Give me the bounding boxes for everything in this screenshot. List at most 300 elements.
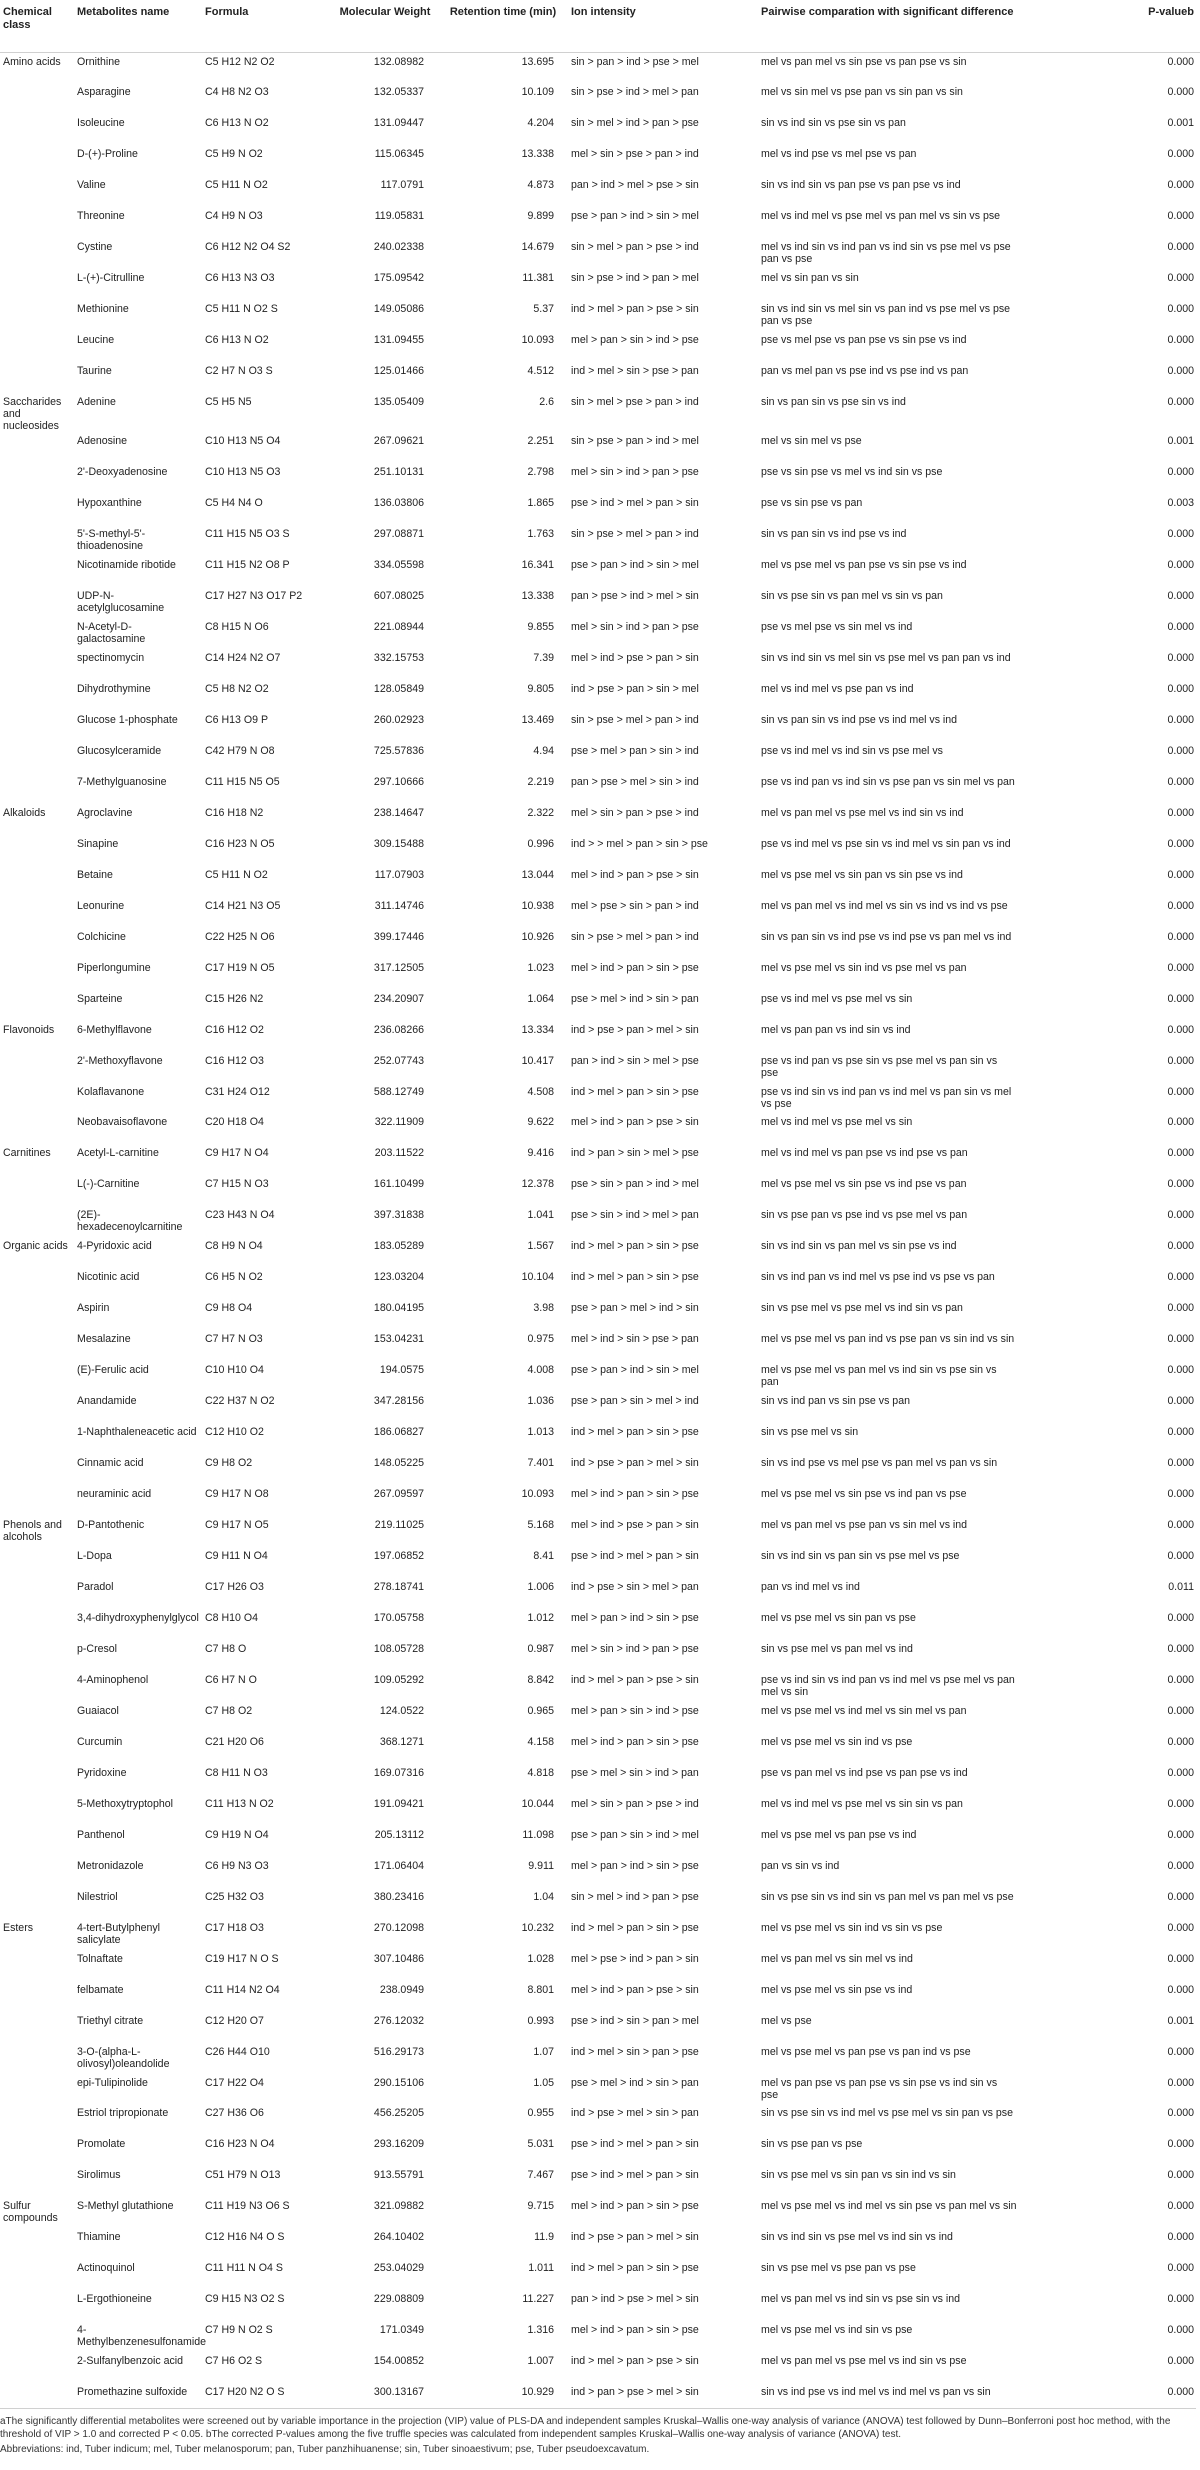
pairwise-comparison-cell: mel vs pan mel vs ind sin vs pse sin vs ind [761, 2293, 961, 2306]
p-value-cell: 0.000 [1167, 303, 1194, 316]
chemical-class-cell [0, 1330, 74, 1361]
molecular-weight-cell: 297.08871 [373, 528, 424, 541]
table-row [0, 1640, 1200, 1671]
ion-intensity-cell: sin > mel > pse > pan > ind [571, 396, 699, 409]
pairwise-comparison-cell: sin vs ind pan vs ind mel vs pse ind vs pse vs pan [761, 1271, 995, 1284]
retention-time-cell: 1.041 [527, 1209, 554, 1222]
chemical-class-cell [0, 331, 74, 362]
ion-intensity-cell: ind > mel > pan > sin > pse [571, 1426, 699, 1439]
retention-time-cell: 13.044 [521, 868, 554, 881]
chemical-class-cell [0, 1423, 74, 1454]
metabolite-name-cell: felbamate [77, 1983, 124, 1996]
pairwise-comparison-cell: mel vs ind sin vs ind pan vs ind sin vs pse mel vs pse pan vs pse [761, 241, 1011, 266]
chemical-class-cell [0, 2352, 74, 2383]
table-row [0, 1764, 1200, 1795]
table-row [0, 866, 1200, 897]
p-value-cell: 0.000 [1167, 2107, 1194, 2120]
table-row [0, 1423, 1200, 1454]
table-row [0, 1950, 1200, 1981]
retention-time-cell: 0.987 [527, 1642, 554, 1655]
ion-intensity-cell: pse > pan > ind > sin > mel [571, 1364, 699, 1377]
ion-intensity-cell: pse > ind > sin > pan > mel [571, 2014, 699, 2027]
chemical-class-cell [0, 1547, 74, 1578]
pairwise-comparison-cell: mel vs pan mel vs sin pse vs pan pse vs sin [761, 56, 967, 68]
metabolite-name-cell: Acetyl-L-carnitine [77, 1147, 159, 1160]
retention-time-cell: 1.763 [527, 528, 554, 541]
ion-intensity-cell: ind > > mel > pan > sin > pse [571, 837, 708, 850]
metabolite-name-cell: Tolnaftate [77, 1952, 123, 1965]
ion-intensity-cell: pse > mel > sin > ind > pan [571, 1766, 699, 1779]
p-value-cell: 0.000 [1167, 1426, 1194, 1439]
pairwise-comparison-cell: mel vs pan mel vs ind mel vs sin vs ind vs ind vs pse [761, 899, 1008, 912]
retention-time-cell: 10.044 [521, 1797, 554, 1810]
p-value-cell: 0.000 [1167, 2324, 1194, 2337]
formula-cell: C51 H79 N O13 [205, 2169, 281, 2182]
metabolite-name-cell: (E)-Ferulic acid [77, 1364, 149, 1377]
p-value-cell: 0.000 [1167, 1921, 1194, 1934]
p-value-cell: 0.000 [1167, 466, 1194, 479]
metabolite-name-cell: 2'-Methoxyflavone [77, 1054, 163, 1067]
metabolite-name-cell: Adenine [77, 396, 116, 409]
formula-cell: C42 H79 N O8 [205, 744, 275, 757]
pairwise-comparison-cell: mel vs pse mel vs pan pse vs sin pse vs ind [761, 559, 967, 572]
p-value-cell: 0.000 [1167, 2355, 1194, 2368]
pairwise-comparison-cell: mel vs sin mel vs pse pan vs sin pan vs sin [761, 86, 963, 99]
table-row [0, 1609, 1200, 1640]
ion-intensity-cell: sin > pse > mel > pan > ind [571, 713, 699, 726]
molecular-weight-cell: 197.06852 [373, 1550, 424, 1563]
retention-time-cell: 5.37 [533, 303, 554, 316]
ion-intensity-cell: mel > ind > pse > pan > sin [571, 651, 699, 664]
pairwise-comparison-cell: pse vs ind pan vs ind sin vs pse pan vs sin mel vs pan [761, 775, 1015, 788]
metabolite-name-cell: Threonine [77, 210, 125, 223]
pairwise-comparison-cell: sin vs pan sin vs ind pse vs ind pse vs pan mel vs ind [761, 930, 1012, 943]
ion-intensity-cell: mel > ind > sin > pse > pan [571, 1333, 699, 1346]
ion-intensity-cell: pse > mel > ind > sin > pan [571, 2076, 699, 2089]
retention-time-cell: 2.219 [527, 775, 554, 788]
chemical-class-cell [0, 556, 74, 587]
p-value-cell: 0.000 [1167, 1890, 1194, 1903]
retention-time-cell: 1.028 [527, 1952, 554, 1965]
metabolite-name-cell: 4-Methylbenzenesulfonamide [77, 2324, 206, 2349]
retention-time-cell: 13.695 [521, 56, 554, 68]
pairwise-comparison-cell: mel vs pse mel vs ind mel vs sin mel vs pan [761, 1704, 967, 1717]
retention-time-cell: 1.006 [527, 1581, 554, 1593]
pairwise-comparison-cell: mel vs ind mel vs pse mel vs pan mel vs sin vs pse [761, 210, 1001, 223]
formula-cell: C6 H13 O9 P [205, 713, 269, 726]
molecular-weight-cell: 169.07316 [373, 1766, 424, 1779]
table-row [0, 2135, 1200, 2166]
p-value-cell: 0.000 [1167, 620, 1194, 633]
chemical-class-cell [0, 269, 74, 300]
table-row [0, 145, 1200, 176]
chemical-class-cell [0, 1268, 74, 1299]
p-value-cell: 0.000 [1167, 899, 1194, 912]
chemical-class-cell [0, 300, 74, 331]
chemical-class-cell [0, 432, 74, 463]
ion-intensity-cell: mel > sin > ind > pan > pse [571, 466, 699, 479]
table-row [0, 1857, 1200, 1888]
chemical-class-cell [0, 2043, 74, 2074]
metabolite-name-cell: Betaine [77, 868, 113, 881]
molecular-weight-cell: 132.08982 [373, 56, 424, 68]
p-value-cell: 0.000 [1167, 1023, 1194, 1036]
formula-cell: C9 H17 N O8 [205, 1488, 269, 1501]
metabolite-name-cell: Mesalazine [77, 1333, 131, 1346]
formula-cell: C6 H7 N O [205, 1673, 257, 1686]
p-value-cell: 0.000 [1167, 56, 1194, 68]
table-row [0, 2259, 1200, 2290]
table-row [0, 1516, 1200, 1547]
table-row [0, 1671, 1200, 1702]
chemical-class-cell [0, 176, 74, 207]
table-row [0, 1578, 1200, 1609]
molecular-weight-cell: 154.00852 [373, 2355, 424, 2368]
chemical-class-cell: Sulfur compounds [3, 2200, 58, 2225]
table-row [0, 711, 1200, 742]
p-value-cell: 0.000 [1167, 241, 1194, 254]
chemical-class-cell [0, 2166, 74, 2197]
retention-time-cell: 9.911 [528, 1859, 554, 1872]
table-row [0, 300, 1200, 331]
ion-intensity-cell: mel > sin > ind > pan > pse [571, 620, 699, 633]
formula-cell: C6 H5 N O2 [205, 1271, 263, 1284]
retention-time-cell: 0.955 [527, 2107, 554, 2120]
molecular-weight-cell: 264.10402 [373, 2231, 424, 2244]
retention-time-cell: 1.05 [533, 2076, 554, 2089]
pairwise-comparison-cell: mel vs pan mel vs pse mel vs ind sin vs ind [761, 806, 964, 819]
p-value-cell: 0.000 [1167, 2045, 1194, 2058]
pairwise-comparison-cell: pse vs ind mel vs pse mel vs sin [761, 992, 913, 1005]
chemical-class-cell [0, 928, 74, 959]
pairwise-comparison-cell: mel vs pan mel vs pse pan vs sin mel vs ind [761, 1519, 968, 1532]
metabolite-name-cell: UDP-N-acetylglucosamine [77, 590, 165, 614]
molecular-weight-cell: 399.17446 [373, 930, 424, 943]
ion-intensity-cell: pse > pan > ind > sin > mel [571, 210, 699, 223]
pairwise-comparison-cell: sin vs ind sin vs pan pse vs pan pse vs ind [761, 179, 961, 192]
p-value-cell: 0.000 [1167, 334, 1194, 347]
p-value-cell: 0.001 [1167, 2014, 1194, 2027]
p-value-cell: 0.000 [1167, 1147, 1194, 1160]
p-value-cell: 0.000 [1167, 179, 1194, 192]
retention-time-cell: 7.401 [527, 1457, 554, 1470]
p-value-cell: 0.000 [1167, 651, 1194, 664]
molecular-weight-cell: 170.05758 [373, 1611, 424, 1624]
retention-time-cell: 4.873 [527, 179, 554, 192]
p-value-cell: 0.000 [1167, 1859, 1194, 1872]
p-value-cell: 0.000 [1167, 148, 1194, 161]
formula-cell: C5 H8 N2 O2 [205, 682, 269, 695]
formula-cell: C7 H7 N O3 [205, 1333, 263, 1346]
metabolite-name-cell: Aspirin [77, 1302, 110, 1315]
table-row [0, 269, 1200, 300]
ion-intensity-cell: ind > mel > pan > sin > pse [571, 1271, 699, 1284]
table-row [0, 1175, 1200, 1206]
table-row [0, 1052, 1200, 1083]
formula-cell: C8 H15 N O6 [205, 620, 269, 633]
retention-time-cell: 16.341 [521, 559, 554, 572]
metabolite-name-cell: Sirolimus [77, 2169, 121, 2182]
table-row [0, 1454, 1200, 1485]
p-value-cell: 0.000 [1167, 1395, 1194, 1408]
molecular-weight-cell: 175.09542 [373, 272, 424, 285]
ion-intensity-cell: ind > pan > sin > mel > pse [571, 1147, 699, 1160]
chemical-class-cell [0, 2321, 74, 2352]
p-value-cell: 0.000 [1167, 1240, 1194, 1253]
pairwise-comparison-cell: mel vs pan pan vs ind sin vs ind [761, 1023, 911, 1036]
molecular-weight-cell: 252.07743 [373, 1054, 424, 1067]
p-value-cell: 0.000 [1167, 365, 1194, 378]
chemical-class-cell: Esters [3, 1921, 34, 1934]
formula-cell: C7 H6 O2 S [205, 2355, 263, 2368]
formula-cell: C12 H16 N4 O S [205, 2231, 285, 2244]
table-row [0, 587, 1200, 618]
pairwise-comparison-cell: pse vs mel pse vs sin mel vs ind [761, 620, 913, 633]
chemical-class-cell: Organic acids [3, 1240, 68, 1253]
p-value-cell: 0.000 [1167, 1271, 1194, 1284]
table-row [0, 1733, 1200, 1764]
ion-intensity-cell: sin > pse > mel > pan > ind [571, 930, 699, 943]
formula-cell: C17 H26 O3 [205, 1581, 264, 1593]
p-value-cell: 0.000 [1167, 528, 1194, 541]
p-value-cell: 0.000 [1167, 86, 1194, 99]
pairwise-comparison-cell: mel vs pse [761, 2014, 812, 2027]
table-row [0, 1237, 1200, 1268]
table-row [0, 393, 1200, 432]
p-value-cell: 0.000 [1167, 1116, 1194, 1129]
metabolite-name-cell: Cinnamic acid [77, 1457, 144, 1470]
molecular-weight-cell: 321.09882 [373, 2200, 424, 2213]
chemical-class-cell [0, 1392, 74, 1423]
table-row [0, 1361, 1200, 1392]
formula-cell: C10 H10 O4 [205, 1364, 264, 1377]
pairwise-comparison-cell: sin vs ind pan vs sin pse vs pan [761, 1395, 910, 1408]
retention-time-cell: 9.855 [527, 620, 554, 633]
metabolite-name-cell: Promethazine sulfoxide [77, 2386, 188, 2399]
metabolite-name-cell: 5'-S-methyl-5'-thioadenosine [77, 528, 146, 553]
ion-intensity-cell: pse > ind > mel > pan > sin [571, 497, 699, 510]
molecular-weight-cell: 186.06827 [373, 1426, 424, 1439]
chemical-class-cell [0, 649, 74, 680]
retention-time-cell: 8.41 [533, 1550, 554, 1563]
p-value-cell: 0.000 [1167, 775, 1194, 788]
formula-cell: C20 H18 O4 [205, 1116, 264, 1129]
chemical-class-cell: Saccharides and nucleosides [3, 396, 62, 433]
p-value-cell: 0.000 [1167, 2138, 1194, 2151]
metabolite-name-cell: Piperlongumine [77, 961, 151, 974]
molecular-weight-cell: 229.08809 [373, 2293, 424, 2306]
pairwise-comparison-cell: pse vs pan mel vs ind pse vs pan pse vs ind [761, 1766, 968, 1779]
molecular-weight-cell: 135.05409 [373, 396, 424, 409]
ion-intensity-cell: ind > pse > pan > sin > mel [571, 682, 699, 695]
molecular-weight-cell: 132.05337 [373, 86, 424, 99]
formula-cell: C15 H26 N2 [205, 992, 264, 1005]
formula-cell: C11 H11 N O4 S [205, 2262, 283, 2275]
retention-time-cell: 8.842 [527, 1673, 554, 1686]
retention-time-cell: 9.715 [527, 2200, 554, 2213]
molecular-weight-cell: 115.06345 [374, 148, 424, 161]
p-value-cell: 0.000 [1167, 210, 1194, 223]
p-value-cell: 0.000 [1167, 1054, 1194, 1067]
ion-intensity-cell: mel > ind > pan > sin > pse [571, 2200, 699, 2213]
retention-time-cell: 7.39 [533, 651, 554, 664]
ion-intensity-cell: pan > pse > ind > mel > sin [571, 590, 699, 602]
formula-cell: C16 H12 O2 [205, 1023, 264, 1036]
p-value-cell: 0.000 [1167, 1797, 1194, 1810]
p-value-cell: 0.000 [1167, 961, 1194, 974]
ion-intensity-cell: mel > sin > pan > pse > ind [571, 1797, 699, 1810]
ion-intensity-cell: mel > pan > sin > ind > pse [571, 334, 699, 347]
metabolite-name-cell: Agroclavine [77, 806, 133, 819]
metabolite-name-cell: S-Methyl glutathione [77, 2200, 174, 2213]
table-row [0, 618, 1200, 649]
ion-intensity-cell: mel > pse > ind > pan > sin [571, 1952, 699, 1965]
metabolite-name-cell: Hypoxanthine [77, 497, 142, 510]
metabolite-name-cell: Metronidazole [77, 1859, 144, 1872]
pairwise-comparison-cell: sin vs ind pse vs mel pse vs pan mel vs pan vs sin [761, 1457, 998, 1470]
metabolite-name-cell: Sinapine [77, 837, 119, 850]
table-row [0, 331, 1200, 362]
molecular-weight-cell: 183.05289 [373, 1240, 424, 1253]
formula-cell: C6 H13 N O2 [205, 334, 269, 347]
p-value-cell: 0.000 [1167, 713, 1194, 726]
retention-time-cell: 5.168 [527, 1519, 554, 1532]
molecular-weight-cell: 180.04195 [373, 1302, 424, 1315]
ion-intensity-cell: ind > pse > pan > mel > sin [571, 1023, 699, 1036]
pairwise-comparison-cell: pan vs mel pan vs pse ind vs pse ind vs pan [761, 365, 969, 378]
formula-cell: C11 H19 N3 O6 S [205, 2200, 290, 2213]
molecular-weight-cell: 171.0349 [379, 2324, 424, 2337]
table-row [0, 804, 1200, 835]
pairwise-comparison-cell: pse vs ind sin vs ind pan vs ind mel vs pan sin vs mel vs pse [761, 1085, 1012, 1110]
table-footnotes [0, 2408, 1196, 2458]
formula-cell: C22 H25 N O6 [205, 930, 275, 943]
chemical-class-cell [0, 835, 74, 866]
pairwise-comparison-cell: sin vs ind pse vs ind mel vs ind mel vs pan vs sin [761, 2386, 991, 2399]
molecular-weight-cell: 131.09447 [373, 117, 424, 130]
table-body [0, 53, 1200, 2415]
molecular-weight-cell: 725.57836 [373, 744, 424, 757]
formula-cell: C17 H19 N O5 [205, 961, 275, 974]
table-row [0, 1888, 1200, 1919]
chemical-class-cell [0, 1175, 74, 1206]
header-molecular-weight: Molecular Weight [332, 0, 438, 53]
retention-time-cell: 0.993 [527, 2014, 554, 2027]
metabolite-name-cell: 4-tert-Butylphenyl salicylate [77, 1921, 161, 1946]
pairwise-comparison-cell: mel vs pse mel vs sin pan vs sin pse vs ind [761, 868, 963, 881]
pairwise-comparison-cell: mel vs pse mel vs sin pan vs pse [761, 1611, 916, 1624]
molecular-weight-cell: 205.13112 [374, 1828, 424, 1841]
p-value-cell: 0.000 [1167, 1085, 1194, 1098]
ion-intensity-cell: ind > mel > pan > sin > pse [571, 1240, 699, 1253]
p-value-cell: 0.000 [1167, 559, 1194, 572]
ion-intensity-cell: pse > pan > sin > ind > mel [571, 1828, 699, 1841]
pairwise-comparison-cell: mel vs sin mel vs pse [761, 435, 862, 448]
chemical-class-cell: Amino acids [3, 56, 61, 68]
p-value-cell: 0.000 [1167, 1735, 1194, 1748]
formula-cell: C4 H9 N O3 [205, 210, 263, 223]
molecular-weight-cell: 117.07903 [374, 868, 424, 881]
table-row [0, 928, 1200, 959]
ion-intensity-cell: pse > pan > ind > sin > mel [571, 559, 699, 572]
pairwise-comparison-cell: pse vs ind mel vs ind sin vs pse mel vs [761, 744, 943, 757]
retention-time-cell: 0.975 [527, 1333, 554, 1346]
retention-time-cell: 9.622 [527, 1116, 554, 1129]
chemical-class-cell [0, 1578, 74, 1609]
chemical-class-cell [0, 525, 74, 556]
chemical-class-cell [0, 1826, 74, 1857]
formula-cell: C9 H8 O2 [205, 1457, 253, 1470]
retention-time-cell: 2.251 [527, 435, 554, 448]
pairwise-comparison-cell: sin vs pse sin vs ind mel vs pse mel vs sin pan vs pse [761, 2107, 1013, 2120]
table-row [0, 1299, 1200, 1330]
p-value-cell: 0.000 [1167, 1766, 1194, 1779]
ion-intensity-cell: pan > ind > pse > mel > sin [571, 2293, 699, 2306]
metabolite-name-cell: Panthenol [77, 1828, 125, 1841]
molecular-weight-cell: 290.15106 [373, 2076, 424, 2089]
ion-intensity-cell: ind > mel > pan > sin > pse [571, 2262, 699, 2275]
pairwise-comparison-cell: mel vs pse mel vs sin pse vs ind pse vs pan [761, 1178, 967, 1191]
metabolite-name-cell: N-Acetyl-D-galactosamine [77, 620, 146, 645]
formula-cell: C5 H12 N2 O2 [205, 56, 275, 68]
chemical-class-cell [0, 680, 74, 711]
pairwise-comparison-cell: mel vs ind pse vs mel pse vs pan [761, 148, 917, 161]
p-value-cell: 0.000 [1167, 1550, 1194, 1563]
ion-intensity-cell: sin > pse > ind > mel > pan [571, 86, 699, 99]
molecular-weight-cell: 234.20907 [373, 992, 424, 1005]
table-row [0, 1113, 1200, 1144]
molecular-weight-cell: 293.16209 [373, 2138, 424, 2151]
table-row [0, 773, 1200, 804]
pairwise-comparison-cell: mel vs pse mel vs ind sin vs pse [761, 2324, 913, 2337]
metabolite-name-cell: Neobavaisoflavone [77, 1116, 168, 1129]
ion-intensity-cell: mel > ind > pse > pan > sin [571, 1519, 699, 1532]
table-row [0, 1919, 1200, 1950]
metabolite-name-cell: epi-Tulipinolide [77, 2076, 148, 2089]
p-value-cell: 0.000 [1167, 837, 1194, 850]
ion-intensity-cell: sin > mel > ind > pan > pse [571, 1890, 699, 1903]
ion-intensity-cell: pan > ind > sin > mel > pse [571, 1054, 699, 1067]
metabolite-name-cell: 3,4-dihydroxyphenylglycol [77, 1611, 199, 1624]
metabolite-name-cell: spectinomycin [77, 651, 145, 664]
ion-intensity-cell: ind > pse > sin > mel > pan [571, 1581, 699, 1593]
metabolite-name-cell: Ornithine [77, 56, 120, 68]
table-row [0, 2228, 1200, 2259]
retention-time-cell: 0.996 [527, 837, 554, 850]
table-row [0, 1981, 1200, 2012]
chemical-class-cell [0, 1981, 74, 2012]
table-row [0, 959, 1200, 990]
table-row [0, 1330, 1200, 1361]
formula-cell: C22 H37 N O2 [205, 1395, 275, 1408]
table-row [0, 525, 1200, 556]
retention-time-cell: 10.938 [521, 899, 554, 912]
chemical-class-cell [0, 207, 74, 238]
retention-time-cell: 1.011 [528, 2262, 554, 2275]
ion-intensity-cell: pse > pan > sin > mel > ind [571, 1395, 699, 1408]
formula-cell: C6 H13 N3 O3 [205, 272, 275, 285]
molecular-weight-cell: 607.08025 [373, 590, 424, 602]
pairwise-comparison-cell: pse vs mel pse vs pan pse vs sin pse vs ind [761, 334, 967, 347]
table-header [0, 0, 1200, 53]
p-value-cell: 0.000 [1167, 2076, 1194, 2089]
chemical-class-cell [0, 83, 74, 114]
table-row [0, 835, 1200, 866]
chemical-class-cell: Carnitines [3, 1147, 51, 1160]
chemical-class-cell [0, 1113, 74, 1144]
molecular-weight-cell: 309.15488 [373, 837, 424, 850]
table-row [0, 432, 1200, 463]
